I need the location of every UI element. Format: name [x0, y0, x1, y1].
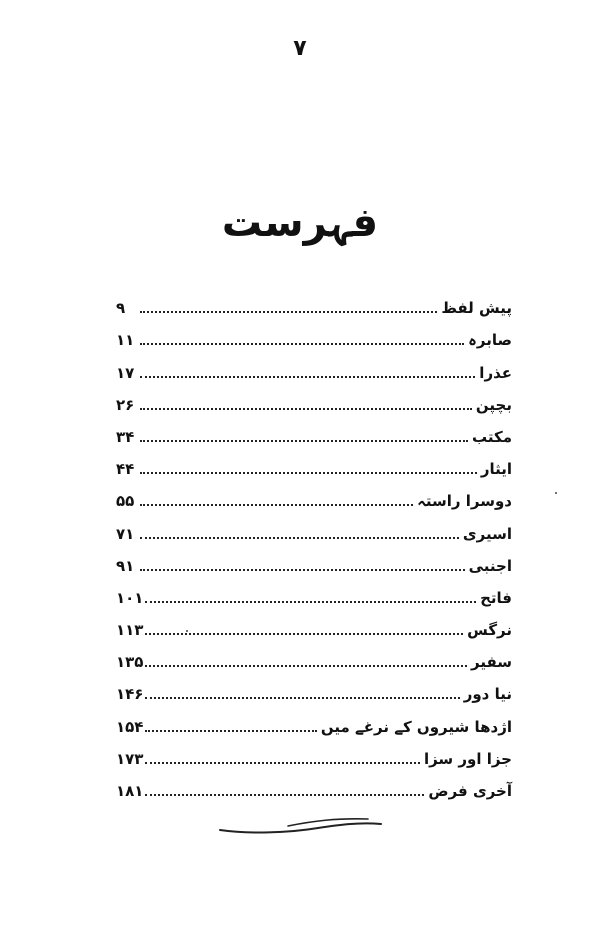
dot-leader [140, 569, 465, 571]
toc-entry-page: ۵۵ [116, 492, 135, 511]
dot-leader [145, 665, 467, 667]
toc-entry [116, 702, 512, 734]
toc-entry [116, 574, 512, 606]
toc-entry [116, 670, 512, 702]
toc-entry-title: صابرہ [468, 331, 512, 350]
scan-speck [555, 492, 557, 494]
toc-entry [116, 445, 512, 477]
toc-entry-title: نیا دور [463, 685, 512, 704]
toc-entry [116, 638, 512, 670]
toc-entry [116, 316, 512, 348]
toc-entry-title: اسیری [462, 524, 512, 543]
dot-leader [145, 762, 419, 764]
dot-leader [145, 697, 459, 699]
toc-entry [116, 542, 512, 574]
toc-entry-page: ۹ [116, 299, 126, 318]
toc-entry-page: ۱۰۱ [116, 588, 144, 607]
dot-leader [140, 472, 477, 474]
toc-entry-page: ۱۱ [116, 331, 135, 350]
toc-entry-title: مکتب [471, 427, 512, 446]
dot-leader [145, 633, 463, 635]
toc-entry-page: ۱۳۵ [116, 653, 144, 672]
dot-leader [140, 537, 459, 539]
toc-entry-title: عذرا [479, 363, 512, 382]
toc-entry [116, 348, 512, 380]
toc-title: فہرست [221, 200, 379, 246]
dot-leader [140, 376, 475, 378]
dot-leader [140, 440, 468, 442]
dot-leader [140, 311, 437, 313]
toc-entry-title: اژدھا شیروں کے نرغے میں [320, 717, 512, 736]
scan-speck [186, 630, 188, 632]
toc-entry-title: دوسرا راستہ [417, 492, 512, 511]
toc-entry-title: نرگس [467, 621, 512, 640]
toc-entry-page: ۲۶ [116, 395, 135, 414]
toc-entry-page: ۷۱ [116, 524, 135, 543]
toc-list [116, 284, 512, 799]
toc-entry [116, 606, 512, 638]
toc-entry [116, 381, 512, 413]
toc-entry-title: سفیر [470, 653, 512, 672]
dot-leader [140, 343, 464, 345]
dot-leader [140, 408, 472, 410]
toc-entry [116, 477, 512, 509]
toc-entry-page: ۳۴ [116, 427, 135, 446]
toc-entry-title: اجنبی [468, 556, 512, 575]
toc-entry-title: ایثار [480, 460, 512, 479]
toc-entry-title: پیش لفظ [441, 299, 512, 318]
toc-entry-page: ۹۱ [116, 556, 135, 575]
toc-entry-page: ۱۵۴ [116, 717, 144, 736]
dot-leader [145, 730, 316, 732]
toc-entry [116, 509, 512, 541]
dot-leader [145, 601, 476, 603]
toc-entry-page: ۱۴۶ [116, 685, 144, 704]
toc-entry-page: ۱۱۳ [116, 621, 144, 640]
toc-entry-title: بچپن [475, 395, 512, 414]
toc-entry-page: ۱۷۳ [116, 749, 144, 768]
toc-entry-title: آخری فرض [428, 782, 512, 800]
toc-entry-page: ۱۸۱ [116, 782, 144, 800]
toc-entry [116, 413, 512, 445]
dot-leader [145, 794, 424, 796]
toc-entry-page: ۴۴ [116, 460, 135, 479]
toc-entry-title: فاتح [480, 588, 512, 607]
toc-entry-page: ۱۷ [116, 363, 135, 382]
page-number: ۷ [293, 36, 307, 61]
end-flourish-ornament [218, 812, 383, 838]
toc-entry [116, 767, 512, 799]
toc-entry [116, 284, 512, 316]
toc-entry-title: جزا اور سزا [423, 749, 512, 768]
dot-leader [140, 504, 413, 506]
toc-entry [116, 735, 512, 767]
